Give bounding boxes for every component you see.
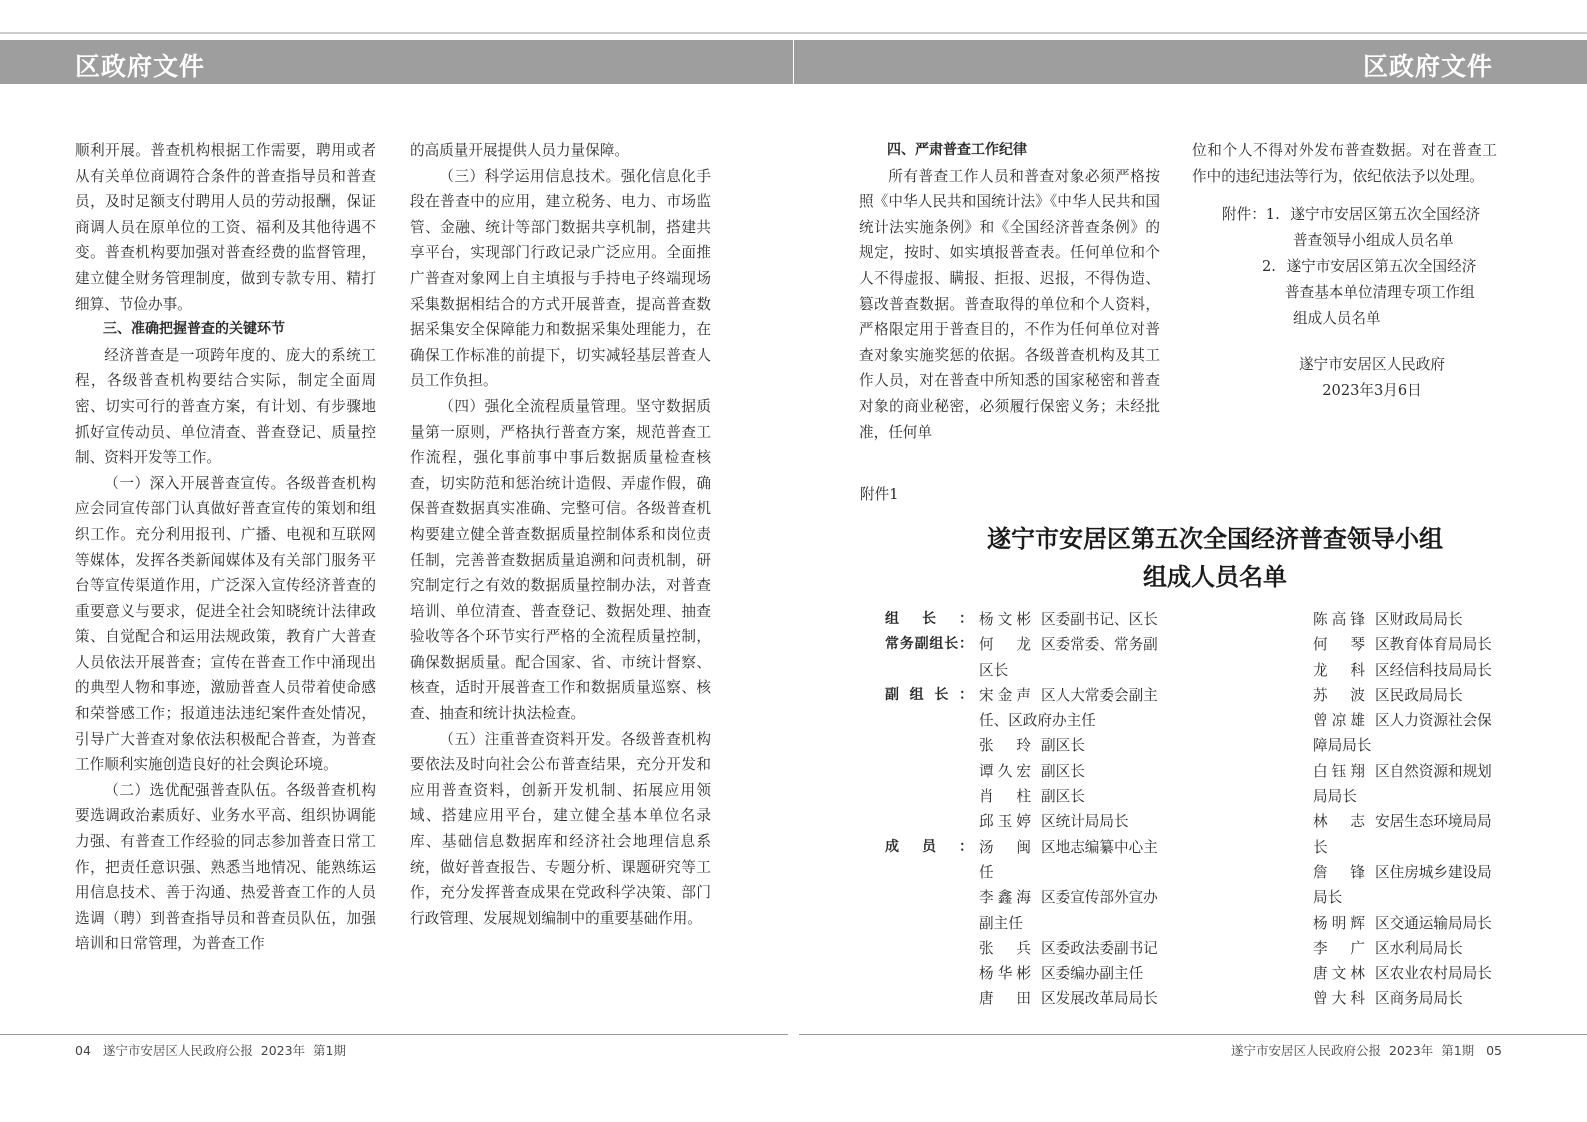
roster-row	[1313, 885, 1503, 910]
annex-title-line-2: 组成人员名单	[1143, 563, 1287, 591]
attachment-2-line-1: 遂宁市安居区第五次全国经济	[1286, 258, 1477, 276]
roster-role: 副组长：	[885, 686, 973, 703]
paragraph: （二）选优配强普查队伍。各级普查机构要选调政治素质好、业务水平高、组织协调能力强、有普查工作经验的同志参加普查日常工作，把责任意识强、熟悉当地情况、能熟练运用信息技术、善于沟通、热爱普查工作的人员选调（聘）到普查指导员和普查员队伍，加强培训和日常管理，为普查工作	[75, 781, 376, 953]
attachment-2-line-3: 组成人员名单	[1293, 310, 1381, 328]
top-rule	[0, 32, 1587, 34]
roster-row	[885, 809, 1165, 834]
signature-date: 2023年3月6日	[1322, 381, 1422, 399]
column-3	[859, 138, 1160, 445]
roster-right	[1313, 607, 1503, 1012]
roster-title: 区财政局局长	[1375, 611, 1463, 628]
column-2	[410, 138, 711, 931]
roster-row	[1313, 708, 1503, 733]
roster-title: 副主任	[979, 914, 1023, 932]
signature-org: 遂宁市安居区人民政府	[1299, 356, 1445, 374]
roster-row	[1313, 607, 1503, 632]
column-1	[75, 138, 376, 957]
roster-row	[1313, 835, 1503, 860]
roster-title: 区人力资源社会保	[1375, 712, 1492, 730]
roster-row	[1313, 961, 1503, 986]
roster-role	[885, 986, 979, 1011]
roster-name: 肖柱	[979, 788, 1031, 806]
paragraph: 的高质量开展提供人员力量保障。	[410, 142, 629, 159]
roster-role	[885, 809, 979, 834]
roster-title: 区发展改革局局长	[1041, 990, 1158, 1008]
roster-name: 李鑫海	[979, 889, 1031, 907]
roster-title: 长	[1313, 838, 1328, 856]
roster-row	[885, 607, 1165, 632]
roster-name: 宋金声	[979, 686, 1031, 704]
roster-name: 杨文彬	[979, 611, 1031, 628]
roster-role	[885, 784, 979, 809]
roster-row	[1313, 986, 1503, 1011]
roster-title: 任、区政府办主任	[979, 712, 1096, 730]
roster-row	[885, 936, 1165, 961]
roster-role: 成员：	[885, 838, 973, 855]
roster-title: 任	[979, 863, 994, 881]
section-heading: 三、准确把握普查的关键环节	[103, 321, 285, 338]
roster-row	[885, 733, 1165, 758]
roster-row	[885, 885, 1165, 910]
roster-left	[885, 607, 1165, 1012]
roster-title: 副区长	[1041, 788, 1085, 806]
attachment-1-line-2: 普查领导小组成人员名单	[1293, 232, 1454, 250]
roster-name: 苏波	[1313, 686, 1365, 704]
annex-title-line-1: 遂宁市安居区第五次全国经济普查领导小组	[987, 525, 1443, 553]
roster-row	[885, 708, 1165, 733]
roster-title: 区水利局局长	[1375, 939, 1463, 957]
header-title-left: 区政府文件	[75, 52, 206, 81]
attachment-label: 附件：1.	[1222, 206, 1280, 224]
roster-name: 杨华彬	[979, 965, 1031, 983]
roster-role	[885, 759, 979, 784]
roster-row	[1313, 733, 1503, 758]
roster-title: 区自然资源和规划	[1375, 762, 1492, 780]
roster-title: 区农业农村局局长	[1375, 965, 1492, 983]
attachment-1-line-1: 遂宁市安居区第五次全国经济	[1290, 206, 1481, 224]
roster-title: 区住房城乡建设局	[1375, 863, 1492, 881]
annex-title	[860, 520, 1570, 596]
roster-name: 何琴	[1313, 636, 1365, 654]
paragraph: （五）注重普查资料开发。各级普查机构要依法及时向社会公布普查结果，充分开发和应用普查资料，创新开发机制、拓展应用领域、搭建应用平台，建立健全基本单位名录库、基础信息数据库和经济社会地理信息系统，做好普查报告、专题分析、课题研究等工作，充分发挥普查成果在党政科学决策、部门行政管理、发展规划编制中的重要基础作用。	[410, 730, 711, 927]
roster-role	[885, 961, 979, 986]
paragraph: 顺利开展。普查机构根据工作需要，聘用或者从有关单位商调符合条件的普查指导员和普查员，及时足额支付聘用人员的劳动报酬，保证商调人员在原单位的工资、福利及其他待遇不变。普查机构要加强对普查经费的监督管理，建立健全财务管理制度，做到专款专用、精打细算、节俭办事。	[75, 142, 376, 313]
roster-name: 李广	[1313, 939, 1365, 957]
roster-role	[885, 708, 979, 733]
roster-row	[1313, 809, 1503, 834]
roster-row	[1313, 936, 1503, 961]
roster-name: 邱玉婷	[979, 813, 1031, 831]
roster-title: 区委编办副主任	[1041, 965, 1144, 983]
header-title-right: 区政府文件	[1363, 52, 1494, 81]
signature-block	[1192, 352, 1477, 403]
roster-name: 唐田	[979, 990, 1031, 1008]
roster-name: 曾大科	[1313, 990, 1365, 1008]
footer-left: 04 遂宁市安居区人民政府公报 2023年 第1期	[75, 1043, 346, 1058]
roster-row	[885, 658, 1165, 683]
roster-name: 张兵	[979, 939, 1031, 957]
roster-title: 区委常委、常务副	[1041, 636, 1158, 654]
roster-title: 区民政局局长	[1375, 686, 1463, 704]
roster-role	[885, 885, 979, 910]
paragraph: （一）深入开展普查宣传。各级普查机构应会同宣传部门认真做好普查宣传的策划和组织工作。充分利用报刊、广播、电视和互联网等媒体，发挥各类新闻媒体及有关部门服务平台等宣传渠道作用，广泛深入宣传经济普查的重要意义与要求，促进全社会知晓统计法律政策、自觉配合和运用法规政策，教育广大普查人员依法开展普查；宣传在普查工作中涌现出的典型人物和事迹，激励普查人员带着使命感和荣誉感工作；报道违法违纪案件查处情况，引导广大普查对象依法积极配合普查，为普查工作顺利实施创造良好的社会舆论环境。	[75, 474, 376, 774]
roster-row	[885, 961, 1165, 986]
section-heading: 四、严肃普查工作纪律	[887, 142, 1027, 158]
paragraph: 位和个人不得对外发布普查数据。对在普查工作中的违纪违法等行为，依纪依法予以处理。	[1192, 142, 1497, 185]
roster-name: 何龙	[979, 636, 1031, 654]
roster-title: 区统计局局长	[1041, 813, 1129, 831]
roster-row	[1313, 911, 1503, 936]
paragraph: （四）强化全流程质量管理。坚守数据质量第一原则，严格执行普查方案，规范普查工作流程，强化事前事中事后数据质量检查核查，切实防范和惩治统计造假、弄虚作假，确保普查数据真实准确、完整可信。各级普查机构要建立健全普查数据质量控制体系和岗位责任制，完善普查数据质量追溯和问责机制，研究制定行之有效的数据质量控制办法，对普查培训、单位清查、普查登记、数据处理、抽查验收等各个环节实行严格的全流程质量控制，确保数据质量。配合国家、省、市统计督察、核查，适时开展普查工作和数据质量巡察、核查、抽查和统计执法检查。	[410, 397, 711, 723]
roster-title: 安居生态环境局局	[1375, 813, 1492, 831]
roster-role	[885, 658, 979, 683]
roster-name: 林志	[1313, 813, 1365, 831]
roster-title: 区委政法委副书记	[1041, 939, 1158, 957]
roster-row	[885, 911, 1165, 936]
column-4	[1192, 138, 1497, 403]
attachment-list	[1192, 202, 1497, 332]
roster-name: 谭久宏	[979, 762, 1031, 780]
paragraph: 经济普查是一项跨年度的、庞大的系统工程，各级普查机构要结合实际，制定全面周密、切实可行的普查方案，有计划、有步骤地抓好宣传动员、单位清查、普查登记、质量控制、资料开发等工作。	[75, 346, 376, 467]
roster-title: 区交通运输局局长	[1375, 914, 1492, 932]
roster-row	[885, 986, 1165, 1011]
roster-name: 詹锋	[1313, 863, 1365, 881]
roster-role: 常务副组长：	[885, 636, 973, 653]
paragraph: 所有普查工作人员和普查对象必须严格按照《中华人民共和国统计法》《中华人民共和国统计法实施条例》和《全国经济普查条例》的规定，按时、如实填报普查表。任何单位和个人不得虚报、瞒报、拒报、迟报，不得伪造、篡改普查数据。普查取得的单位和个人资料，严格限定用于普查目的，不作为任何单位对普查对象实施奖惩的依据。各级普查机构及其工作人员，对在普查中所知悉的国家秘密和普查对象的商业秘密，必须履行保密义务；未经批准，任何单	[859, 167, 1160, 441]
roster-title: 区委副书记、区长	[1041, 611, 1158, 628]
roster-title: 局长	[1313, 889, 1343, 907]
roster-row	[885, 784, 1165, 809]
roster-title: 障局局长	[1313, 737, 1372, 755]
roster-row	[1313, 784, 1503, 809]
attachment-2-number: 2.	[1262, 258, 1276, 276]
roster-row	[1313, 683, 1503, 708]
roster-role	[885, 936, 979, 961]
roster-row	[885, 683, 1165, 708]
roster-title: 局局长	[1313, 788, 1357, 806]
footer-right: 遂宁市安居区人民政府公报 2023年 第1期 05	[1231, 1043, 1502, 1058]
roster-row	[1313, 632, 1503, 657]
attachment-2-line-2: 普查基本单位清理专项工作组	[1285, 284, 1475, 302]
roster-name: 汤闽	[979, 838, 1031, 856]
roster-name: 杨明辉	[1313, 914, 1365, 932]
roster-role	[885, 911, 979, 936]
roster-row	[885, 759, 1165, 784]
roster-name: 白钰翔	[1313, 762, 1365, 780]
roster-title: 副区长	[1041, 762, 1085, 780]
roster-name: 陈高锋	[1313, 611, 1365, 628]
roster-row	[1313, 759, 1503, 784]
roster-row	[885, 835, 1165, 860]
roster-title: 区教育体育局局长	[1375, 636, 1492, 654]
roster-row	[1313, 860, 1503, 885]
roster-role	[885, 860, 979, 885]
roster-name: 张玲	[979, 737, 1031, 755]
roster-title: 区地志编纂中心主	[1041, 838, 1158, 856]
roster-title: 区人大常委会副主	[1041, 686, 1158, 704]
roster-row	[885, 632, 1165, 657]
roster-title: 副区长	[1041, 737, 1085, 755]
roster-title: 区经信科技局局长	[1375, 661, 1492, 679]
footer-rule-right	[799, 1034, 1587, 1035]
roster-role	[885, 733, 979, 758]
roster-role: 组长：	[885, 611, 973, 627]
roster-row	[1313, 658, 1503, 683]
roster-name: 曾凉雄	[1313, 712, 1365, 730]
roster-name: 唐文林	[1313, 965, 1365, 983]
roster-title: 区商务局局长	[1375, 990, 1463, 1008]
annex-label: 附件1	[860, 486, 899, 503]
roster-title: 区委宣传部外宣办	[1041, 889, 1158, 907]
roster-row	[885, 860, 1165, 885]
roster-name: 龙科	[1313, 661, 1365, 679]
roster-title: 区长	[979, 661, 1009, 679]
footer-rule-left	[0, 1034, 788, 1035]
paragraph: （三）科学运用信息技术。强化信息化手段在普查中的应用，建立税务、电力、市场监管、金融、统计等部门数据共享机制，搭建共享平台，实现部门行政记录广泛应用。全面推广普查对象网上自主填报与手持电子终端现场采集数据相结合的方式开展普查，提高普查数据采集安全保障能力和数据采集处理能力，在确保工作标准的前提下，切实减轻基层普查人员工作负担。	[410, 167, 711, 390]
